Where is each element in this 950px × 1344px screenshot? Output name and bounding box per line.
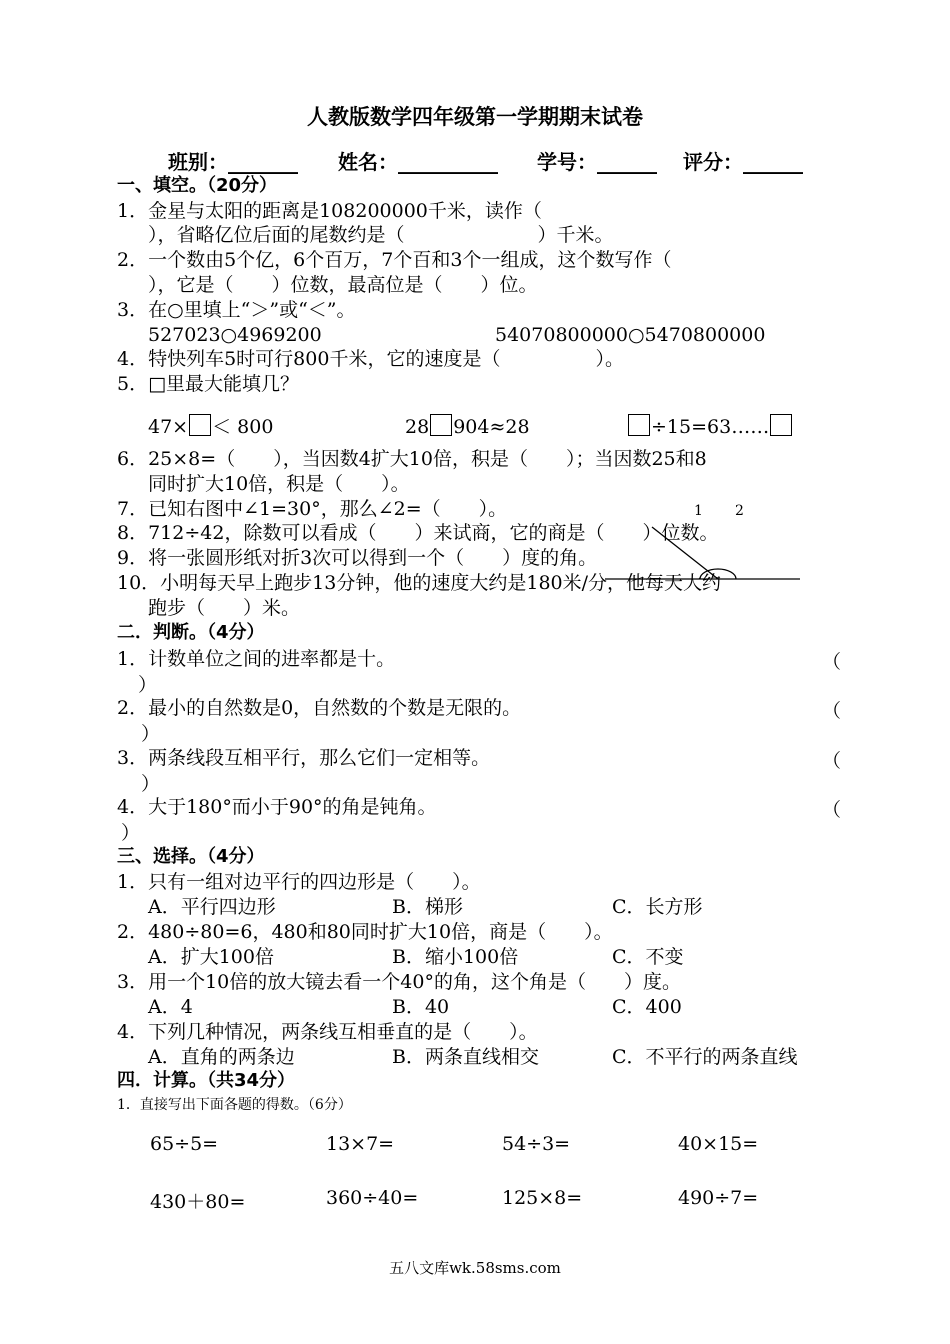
question: 同时扩大10倍，积是（ ）。 xyxy=(148,473,410,495)
option: A．扩大100倍 xyxy=(148,946,274,968)
section3-heading: 三、选择。（4分） xyxy=(117,846,265,867)
angle-label-1: 1 xyxy=(694,503,703,519)
question: 3．用一个10倍的放大镜去看一个40°的角，这个角是（ ）度。 xyxy=(117,971,681,993)
judgement-item: 1．计数单位之间的进率都是十。 xyxy=(117,648,396,670)
question: ），省略亿位后面的尾数约是（ ）千米。 xyxy=(148,224,614,246)
close-paren: ） xyxy=(138,674,158,696)
q5-item-a xyxy=(148,414,273,439)
option: A．平行四边形 xyxy=(148,896,276,918)
judgement-item: 4．大于180°而小于90°的角是钝角。 xyxy=(117,796,437,818)
question: 跑步（ ）米。 xyxy=(148,597,301,619)
question: 4．特快列车5时可行800千米，它的速度是（ ）。 xyxy=(117,348,624,370)
question: 54070800000○5470800000 xyxy=(495,324,766,346)
subsection-heading: 1．直接写出下面各题的得数。（6分） xyxy=(117,1097,352,1113)
question: 2．一个数由5个亿，6个百万，7个百和3个一组成，这个数写作（ xyxy=(117,249,672,271)
angle-arc xyxy=(700,569,736,579)
option: A．直角的两条边 xyxy=(148,1046,295,1068)
option: B．梯形 xyxy=(392,896,463,918)
q5-item-c xyxy=(627,414,793,439)
question: 9．将一张圆形纸对折3次可以得到一个（ ）度的角。 xyxy=(117,547,598,569)
section4-heading: 四．计算。（共34分） xyxy=(117,1070,296,1091)
open-paren: （ xyxy=(822,750,842,772)
q5-a-prefix: 47× xyxy=(148,416,189,438)
option: C．不平行的两条直线 xyxy=(612,1046,798,1068)
question: 5．□里最大能填几？ xyxy=(117,373,300,395)
question: 1．金星与太阳的距离是108200000千米，读作（ xyxy=(117,200,542,222)
option: B．缩小100倍 xyxy=(392,946,519,968)
option: B．40 xyxy=(392,996,450,1018)
question: 3．在○里填上“＞”或“＜”。 xyxy=(117,299,356,321)
name-field: 姓名：__________ xyxy=(338,150,498,174)
answer-box xyxy=(628,414,650,436)
answer-box xyxy=(770,414,792,436)
question: ），它是（ ）位数，最高位是（ ）位。 xyxy=(148,274,538,296)
calc-item: 40×15= xyxy=(678,1133,759,1155)
q5-c-suffix: ÷15=63…… xyxy=(651,416,770,438)
option: C．长方形 xyxy=(612,896,703,918)
footer-watermark: 五八文库wk.58sms.com xyxy=(389,1259,561,1277)
angle-diagram xyxy=(600,515,820,595)
close-paren: ） xyxy=(141,773,161,795)
calc-item: 65÷5= xyxy=(150,1133,219,1155)
section1-heading: 一、填空。（20分） xyxy=(117,175,278,196)
score-field: 评分：______ xyxy=(683,150,803,174)
question: 2．480÷80=6，480和80同时扩大10倍，商是（ ）。 xyxy=(117,921,613,943)
q5-b-suffix: 904≈28 xyxy=(453,416,530,438)
option: B．两条直线相交 xyxy=(392,1046,539,1068)
calc-item: 490÷7= xyxy=(678,1187,759,1209)
close-paren: ） xyxy=(121,822,141,844)
q5-b-prefix: 28 xyxy=(405,416,430,438)
option: A．4 xyxy=(148,996,193,1018)
judgement-item: 3．两条线段互相平行，那么它们一定相等。 xyxy=(117,747,491,769)
question: 7．已知右图中∠1=30°，那么∠2=（ ）。 xyxy=(117,498,508,520)
page-title: 人教版数学四年级第一学期期末试卷 xyxy=(307,105,643,129)
open-paren: （ xyxy=(822,799,842,821)
student-id-field: 学号：______ xyxy=(537,150,657,174)
calc-item: 54÷3= xyxy=(502,1133,571,1155)
q5-item-b xyxy=(405,414,530,439)
section2-heading: 二．判断。（4分） xyxy=(117,622,265,643)
question: 527023○4969200 xyxy=(148,324,322,346)
question: 8．712÷42，除数可以看成（ ）来试商，它的商是（ ）位数。 xyxy=(117,522,719,544)
angle-label-2: 2 xyxy=(735,503,744,519)
open-paren: （ xyxy=(822,700,842,722)
open-paren: （ xyxy=(822,651,842,673)
option: C．400 xyxy=(612,996,682,1018)
answer-box xyxy=(189,414,211,436)
q5-a-suffix: ＜ 800 xyxy=(212,416,274,438)
judgement-item: 2．最小的自然数是0，自然数的个数是无限的。 xyxy=(117,697,522,719)
calc-item: 360÷40= xyxy=(326,1187,419,1209)
question: 10．小明每天早上跑步13分钟，他的速度大约是180米/分，他每天大约 xyxy=(117,572,722,594)
option: C．不变 xyxy=(612,946,684,968)
calc-item: 125×8= xyxy=(502,1187,583,1209)
close-paren: ） xyxy=(141,723,161,745)
class-field: 班别：_______ xyxy=(168,150,298,174)
question: 6．25×8=（ ），当因数4扩大10倍，积是（ ）；当因数25和8 xyxy=(117,448,707,470)
calc-item: 430＋80= xyxy=(150,1191,246,1213)
calc-item: 13×7= xyxy=(326,1133,395,1155)
answer-box xyxy=(430,414,452,436)
question: 1．只有一组对边平行的四边形是（ ）。 xyxy=(117,871,481,893)
question: 4．下列几种情况，两条线互相垂直的是（ ）。 xyxy=(117,1021,538,1043)
